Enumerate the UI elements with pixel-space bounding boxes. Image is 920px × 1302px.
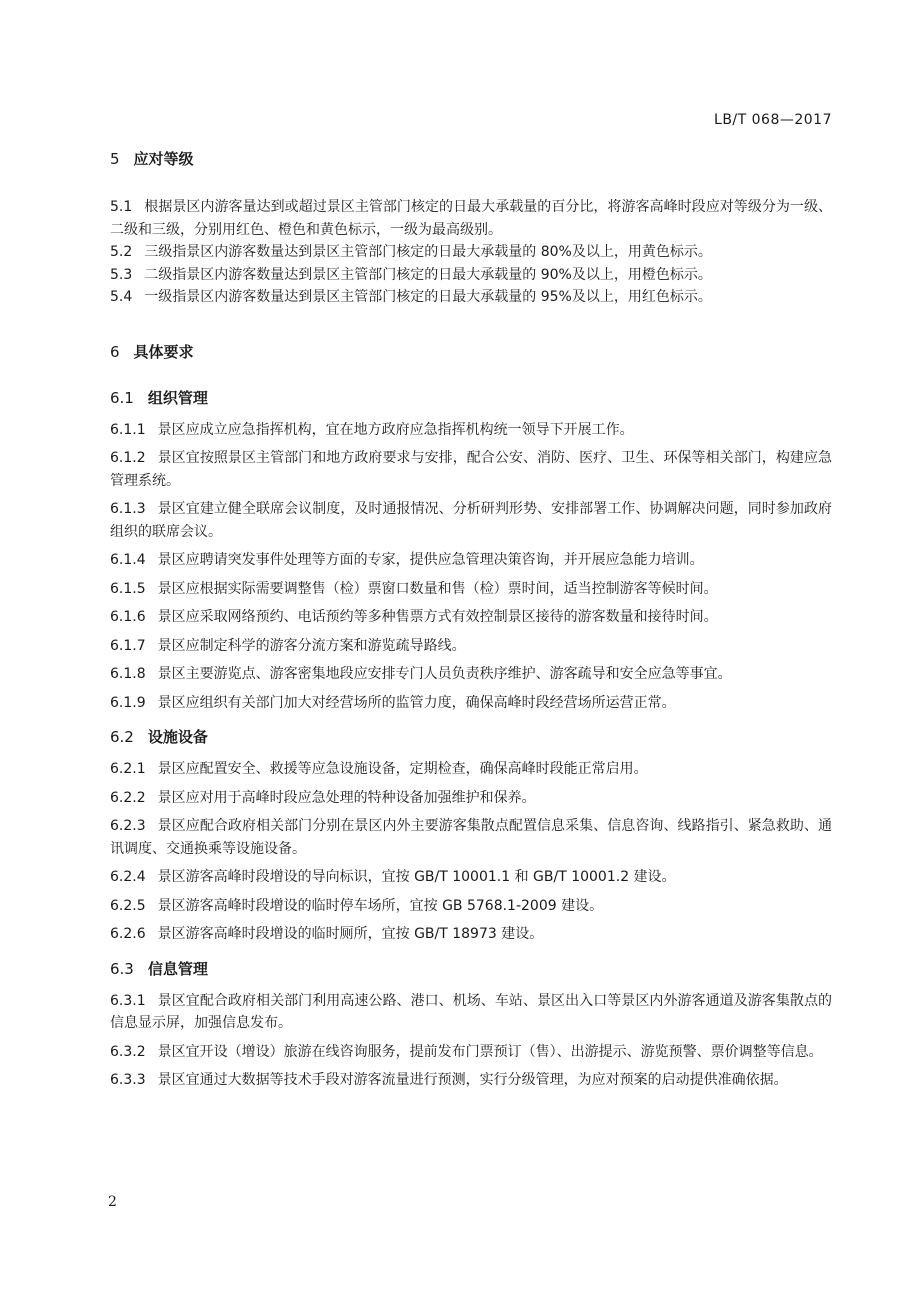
clause-text: 景区宜通过大数据等技术手段对游客流量进行预测，实行分级管理，为应对预案的启动提供准确依据。 bbox=[157, 1072, 788, 1088]
clause-6-2-6 bbox=[110, 923, 832, 946]
clause-text: 景区游客高峰时段增设的导向标识，宜按 GB/T 10001.1 和 GB/T 10001.2 建设。 bbox=[157, 869, 676, 885]
clause-number: 6.2.6 bbox=[110, 926, 146, 942]
clause-text: 景区游客高峰时段增设的临时停车场所，宜按 GB 5768.1-2009 建设。 bbox=[157, 897, 604, 914]
clause-text: 景区应采取网络预约、电话预约等多种售票方式有效控制景区接待的游客数量和接待时间。 bbox=[157, 609, 718, 625]
clause-number: 6.1.6 bbox=[110, 609, 146, 625]
clause-text: 二级指景区内游客数量达到景区主管部门核定的日最大承载量的 90%及以上，用橙色标示。 bbox=[144, 266, 712, 283]
clause-6-2-5 bbox=[110, 895, 832, 918]
clause-number: 6.1.7 bbox=[110, 637, 146, 654]
section-number: 6 bbox=[110, 342, 120, 361]
clause-text: 景区应对用于高峰时段应急处理的特种设备加强维护和保养。 bbox=[157, 789, 536, 806]
clause-6-2-2 bbox=[110, 787, 832, 810]
page-number: 2 bbox=[108, 1194, 117, 1210]
clause-number: 6.1.1 bbox=[110, 421, 146, 438]
section-title: 具体要求 bbox=[133, 342, 194, 361]
clause-6-1-7 bbox=[110, 635, 832, 658]
clause-text: 景区游客高峰时段增设的临时厕所，宜按 GB/T 18973 建设。 bbox=[157, 926, 544, 942]
section-heading-5 bbox=[110, 148, 832, 170]
document-code: LB/T 068—2017 bbox=[714, 112, 832, 128]
document-body bbox=[110, 148, 832, 1092]
clause-6-3-1 bbox=[110, 990, 832, 1035]
clause-6-1-4 bbox=[110, 549, 832, 572]
clause-text: 景区应组织有关部门加大对经营场所的监管力度，确保高峰时段经营场所运营正常。 bbox=[157, 694, 676, 711]
clause-6-1-3 bbox=[110, 498, 832, 543]
clause-text: 一级指景区内游客数量达到景区主管部门核定的日最大承载量的 95%及以上，用红色标示。 bbox=[144, 289, 712, 305]
clause-number: 6.1.4 bbox=[110, 552, 146, 568]
clause-text: 景区宜建立健全联席会议制度，及时通报情况、分析研判形势、安排部署工作、协调解决问题，同时参加政府组织的联席会议。 bbox=[110, 501, 832, 540]
clause-text: 景区宜按照景区主管部门和地方政府要求与安排，配合公安、消防、医疗、卫生、环保等相关部门，构建应急管理系统。 bbox=[110, 450, 832, 489]
clause-text: 景区应制定科学的游客分流方案和游览疏导路线。 bbox=[157, 637, 466, 654]
clause-text: 景区宜配合政府相关部门利用高速公路、港口、机场、车站、景区出入口等景区内外游客通道及游客集散点的信息显示屏，加强信息发布。 bbox=[110, 992, 832, 1031]
subsection-heading-6-1 bbox=[110, 387, 832, 409]
subsection-title: 设施设备 bbox=[147, 728, 208, 746]
subsection-title: 信息管理 bbox=[147, 959, 208, 978]
clause-number: 6.3.2 bbox=[110, 1043, 146, 1060]
clause-number: 5.4 bbox=[110, 289, 133, 305]
subsection-title: 组织管理 bbox=[147, 388, 208, 407]
clause-number: 6.2.1 bbox=[110, 761, 146, 777]
clause-5-1 bbox=[110, 196, 832, 241]
clause-6-1-6 bbox=[110, 606, 832, 629]
clause-6-1-8 bbox=[110, 663, 832, 686]
clause-number: 6.2.4 bbox=[110, 869, 146, 885]
clause-6-1-9 bbox=[110, 692, 832, 715]
clause-number: 6.1.2 bbox=[110, 450, 146, 466]
clause-number: 6.1.5 bbox=[110, 580, 146, 597]
clause-6-3-3 bbox=[110, 1069, 832, 1092]
clause-number: 6.3.3 bbox=[110, 1072, 146, 1088]
clause-6-1-5 bbox=[110, 578, 832, 601]
subsection-number: 6.1 bbox=[110, 388, 134, 407]
section-title: 应对等级 bbox=[133, 150, 194, 168]
clause-5-3 bbox=[110, 264, 832, 287]
clause-6-2-1 bbox=[110, 758, 832, 781]
clause-text: 景区应配置安全、救援等应急设施设备，定期检查，确保高峰时段能正常启用。 bbox=[157, 761, 648, 777]
clause-number: 5.1 bbox=[110, 199, 133, 215]
clause-text: 三级指景区内游客数量达到景区主管部门核定的日最大承载量的 80%及以上，用黄色标示。 bbox=[144, 244, 712, 260]
clause-number: 6.2.2 bbox=[110, 789, 146, 806]
subsection-number: 6.3 bbox=[110, 959, 134, 978]
clause-6-3-2 bbox=[110, 1041, 832, 1064]
subsection-heading-6-3 bbox=[110, 958, 832, 980]
subsection-heading-6-2 bbox=[110, 726, 832, 748]
clause-6-1-2 bbox=[110, 447, 832, 492]
clause-6-2-4 bbox=[110, 866, 832, 889]
clause-5-2 bbox=[110, 241, 832, 264]
clause-number: 5.3 bbox=[110, 266, 133, 283]
clause-text: 景区主要游览点、游客密集地段应安排专门人员负责秩序维护、游客疏导和安全应急等事宜。 bbox=[157, 666, 732, 682]
clause-6-2-3 bbox=[110, 815, 832, 860]
clause-number: 6.1.8 bbox=[110, 666, 146, 682]
clause-text: 景区应聘请突发事件处理等方面的专家，提供应急管理决策咨询，并开展应急能力培训。 bbox=[157, 552, 704, 568]
clause-6-1-1 bbox=[110, 419, 832, 442]
section-number: 5 bbox=[110, 150, 120, 168]
clause-text: 景区应根据实际需要调整售（检）票窗口数量和售（检）票时间，适当控制游客等候时间。 bbox=[157, 580, 718, 597]
clause-text: 景区宜开设（增设）旅游在线咨询服务，提前发布门票预订（售）、出游提示、游览预警、票价调整等信息。 bbox=[157, 1043, 823, 1060]
clause-number: 6.3.1 bbox=[110, 992, 146, 1009]
clause-number: 6.2.5 bbox=[110, 897, 146, 914]
clause-5-4 bbox=[110, 286, 832, 309]
clause-number: 6.2.3 bbox=[110, 818, 146, 834]
clause-text: 根据景区内游客量达到或超过景区主管部门核定的日最大承载量的百分比，将游客高峰时段应对等级分为一级、二级和三级，分别用红色、橙色和黄色标示，一级为最高级别。 bbox=[110, 199, 832, 238]
section-heading-6 bbox=[110, 341, 832, 363]
clause-number: 6.1.3 bbox=[110, 501, 146, 517]
clause-number: 6.1.9 bbox=[110, 694, 146, 711]
clause-text: 景区应成立应急指挥机构，宜在地方政府应急指挥机构统一领导下开展工作。 bbox=[157, 421, 634, 438]
clause-text: 景区应配合政府相关部门分别在景区内外主要游客集散点配置信息采集、信息咨询、线路指引、紧急救助、通讯调度、交通换乘等设施设备。 bbox=[110, 818, 832, 857]
clause-number: 5.2 bbox=[110, 244, 133, 260]
subsection-number: 6.2 bbox=[110, 728, 134, 746]
